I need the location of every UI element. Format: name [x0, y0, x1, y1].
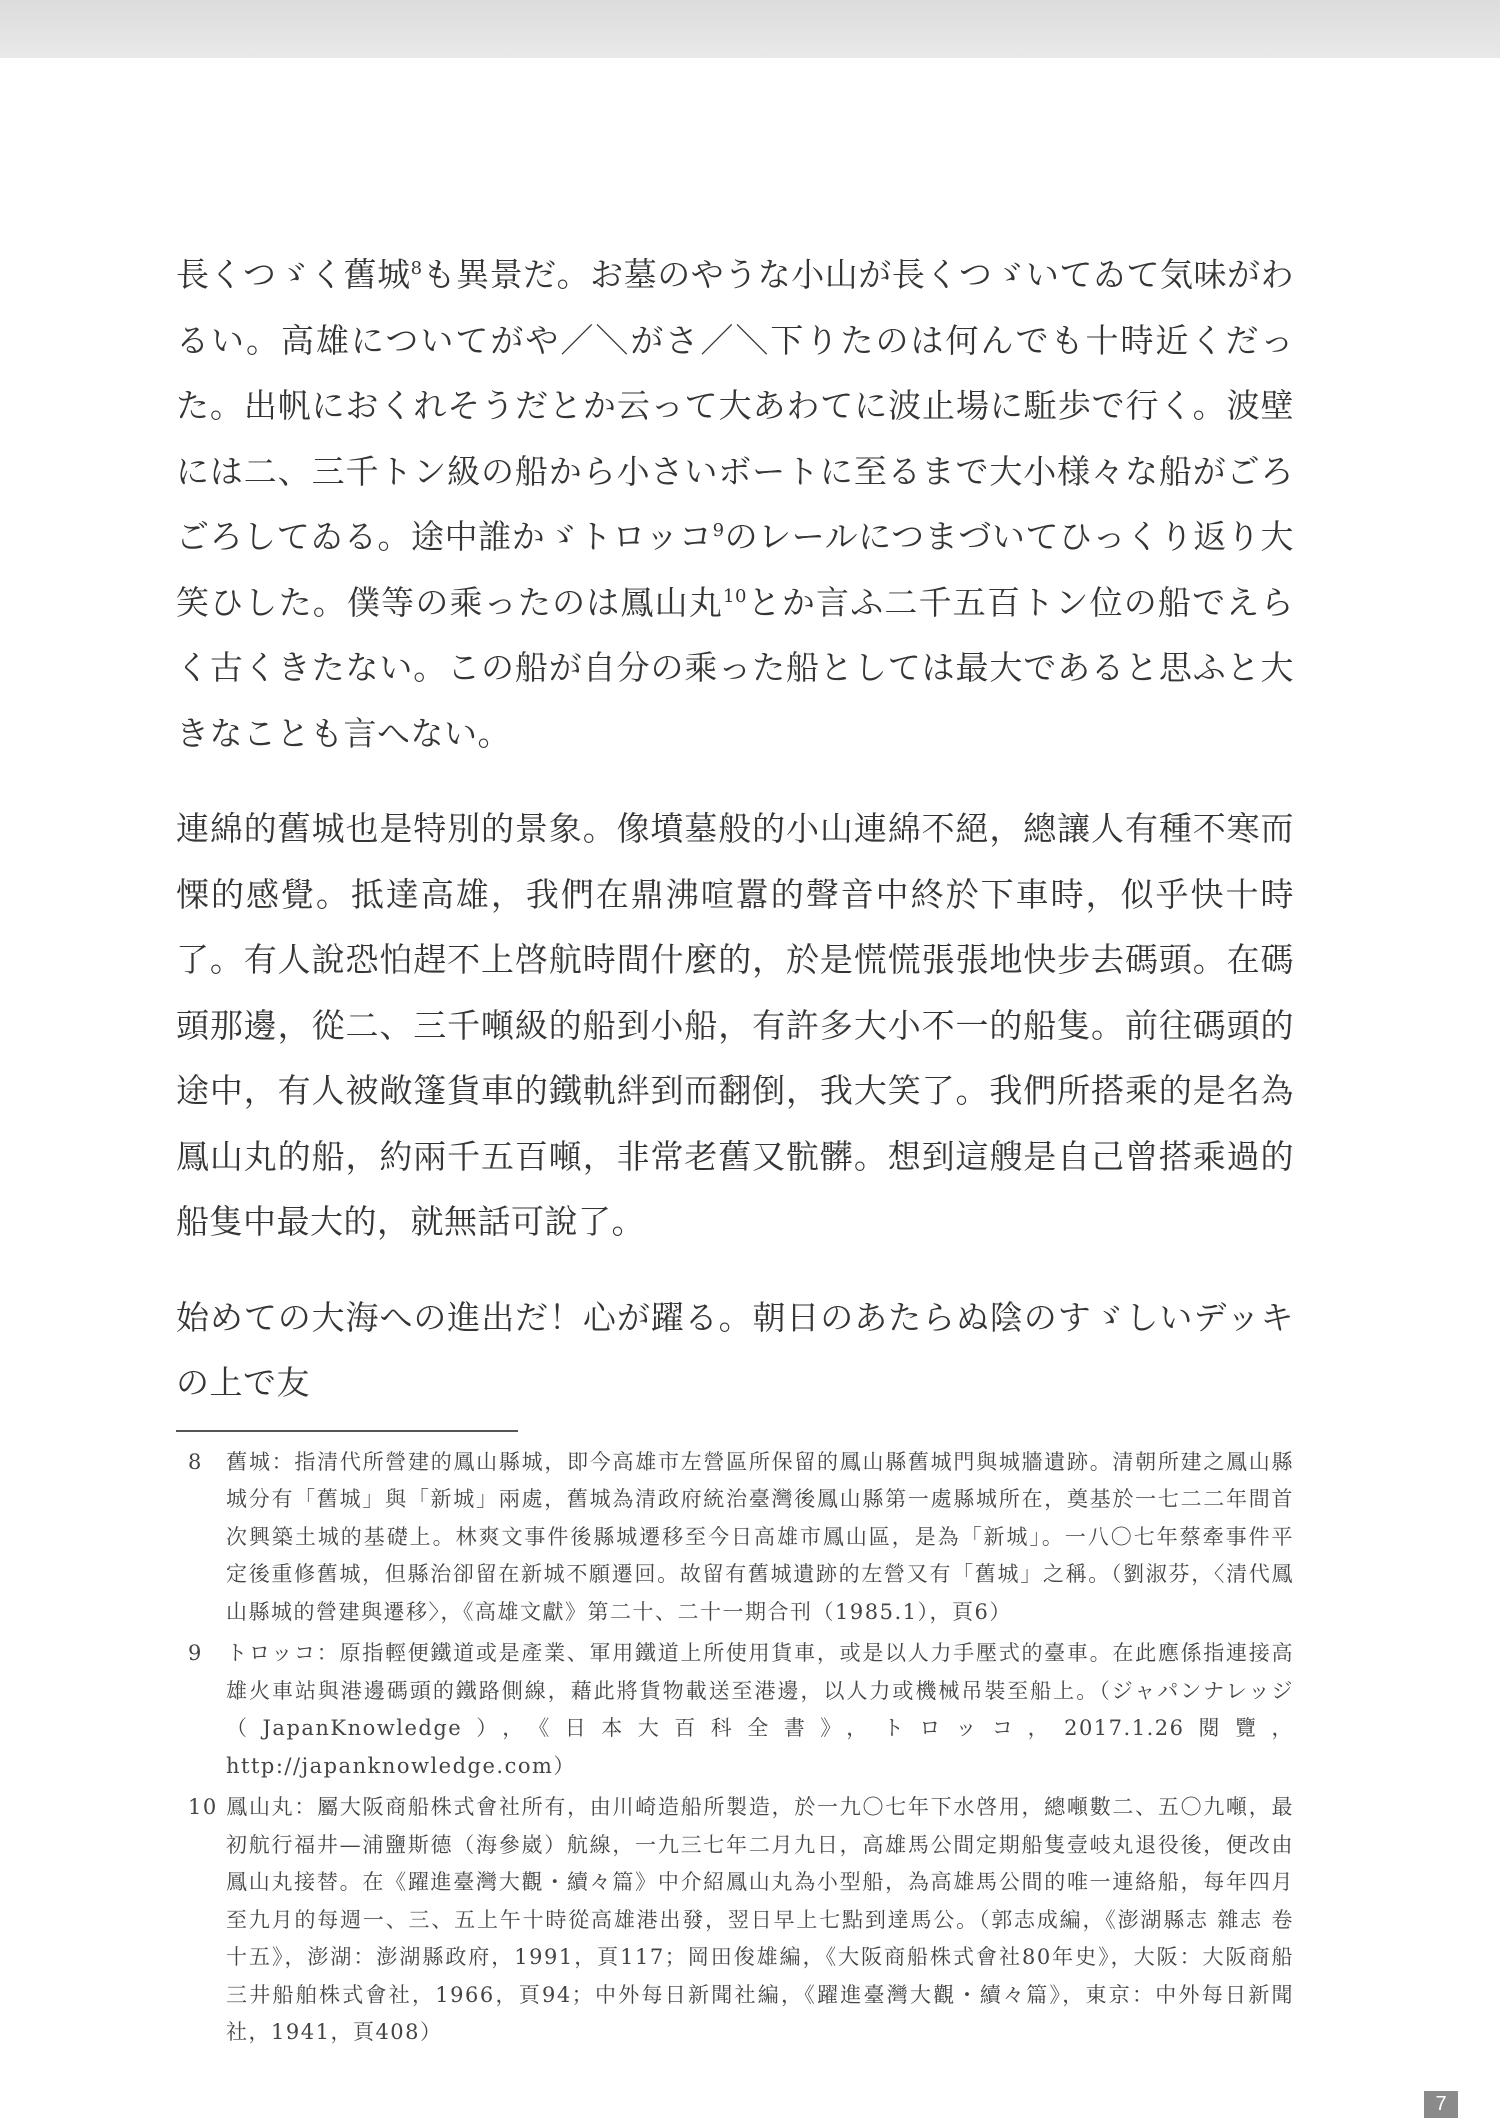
ja1-text-part4: とか言ふ二千五百トン位の船でえらく古くきたない。この船が自分の乘った船としては最大であると思ふと大きなことも言へない。 [176, 582, 1294, 753]
japanese-paragraph-2: 始めての大海への進出だ！心が躍る。朝日のあたらぬ陰のすゞしいデッキの上で友 [176, 1297, 1294, 1402]
footnote-divider [176, 1430, 518, 1432]
footnote-9 [188, 1635, 1294, 1785]
ja1-text-part3: のレールにつまづいてひっくり返り大笑ひした。僕等の乘ったのは鳳山丸 [176, 517, 1294, 622]
footnote-10 [188, 1789, 1294, 2052]
footnote-ref-10[interactable]: 10 [723, 585, 747, 607]
footnote-ref-9[interactable]: 9 [712, 520, 725, 541]
ja1-text-part2: も異景だ。お墓のやうな小山が長くつゞいてゐて気味がわるい。高雄についてがや／＼がさ／＼下りたのは何んでも十時近くだった。出帆におくれそうだとか云って大あわてに波止場に駈歩で行く。波壁には二、三千トン級の船から小さいボートに至るまで大小様々な船がごろごろしてゐる。途中誰かゞトロッコ [176, 255, 1295, 556]
footnote-text: 舊城：指清代所營建的鳳山縣城，即今高雄市左營區所保留的鳳山縣舊城門與城牆遺跡。清朝所建之鳳山縣城分有「舊城」與「新城」兩處，舊城為清政府統治臺灣後鳳山縣第一處縣城所在，奠基於一七二二年間首次興築土城的基礎上。林爽文事件後縣城遷移至今日高雄市鳳山區，是為「新城」。一八〇七年蔡牽事件平定後重修舊城，但縣治卻留在新城不願遷回。故留有舊城遺跡的左營又有「舊城」之稱。（劉淑芬，〈清代鳳山縣城的營建與遷移〉，《高雄文獻》第二十、二十一期合刊（1985.1），頁6） [226, 1449, 1294, 1624]
footnotes [176, 1444, 1294, 2052]
page-top-band [0, 0, 1500, 58]
page-number: 7 [1424, 2091, 1458, 2118]
footnote-number: 10 [188, 1795, 218, 1819]
footnote-text: 鳳山丸：屬大阪商船株式會社所有，由川崎造船所製造，於一九〇七年下水啓用，總噸數二、五〇九噸，最初航行福井—浦鹽斯德（海參崴）航線，一九三七年二月九日，高雄馬公間定期船隻壹岐丸退役後，便改由鳳山丸接替。在《躍進臺灣大觀・續々篇》中介紹鳳山丸為小型船，為高雄馬公間的唯一連絡船，每年四月至九月的每週一、三、五上午十時從高雄港出發，翌日早上七點到達馬公。（郭志成編，《澎湖縣志 雜志 卷十五》，澎湖：澎湖縣政府，1991，頁117；岡田俊雄編，《大阪商船株式會社80年史》，大阪：大阪商船三井船舶株式會社，1966，頁94；中外每日新聞社編，《躍進臺灣大觀・續々篇》，東京：中外每日新聞社，1941，頁408） [226, 1795, 1294, 2044]
footnote-number: 9 [188, 1641, 203, 1665]
page-content [176, 242, 1294, 2056]
footnote-text: トロッコ：原指輕便鐵道或是產業、軍用鐵道上所使用貨車，或是以人力手壓式的臺車。在此應係指連接高雄火車站與港邊碼頭的鐵路側線，藉此將貨物載送至港邊，以人力或機械吊裝至船上。（ジャパンナレッジ（JapanKnowledge），《日本大百科全書》，トロッコ，2017.1.26閱覽，http://japanknowledge.com） [226, 1641, 1294, 1778]
chinese-paragraph: 連綿的舊城也是特別的景象。像墳墓般的小山連綿不絕，總讓人有種不寒而慄的感覺。抵達高雄，我們在鼎沸喧囂的聲音中終於下車時，似乎快十時了。有人說恐怕趕不上啓航時間什麼的，於是慌慌張張地快步去碼頭。在碼頭那邊，從二、三千噸級的船到小船，有許多大小不一的船隻。前往碼頭的途中，有人被敞篷貨車的鐵軌絆到而翻倒，我大笑了。我們所搭乘的是名為鳳山丸的船，約兩千五百噸，非常老舊又骯髒。想到這艘是自己曾搭乘過的船隻中最大的，就無話可說了。 [176, 809, 1294, 1241]
footnote-number: 8 [188, 1449, 203, 1474]
ja1-text-part1: 長くつゞく舊城 [176, 255, 411, 294]
footnote-ref-8[interactable]: 8 [410, 258, 423, 279]
footnote-8 [188, 1444, 1294, 1632]
japanese-paragraph-1 [176, 242, 1294, 766]
